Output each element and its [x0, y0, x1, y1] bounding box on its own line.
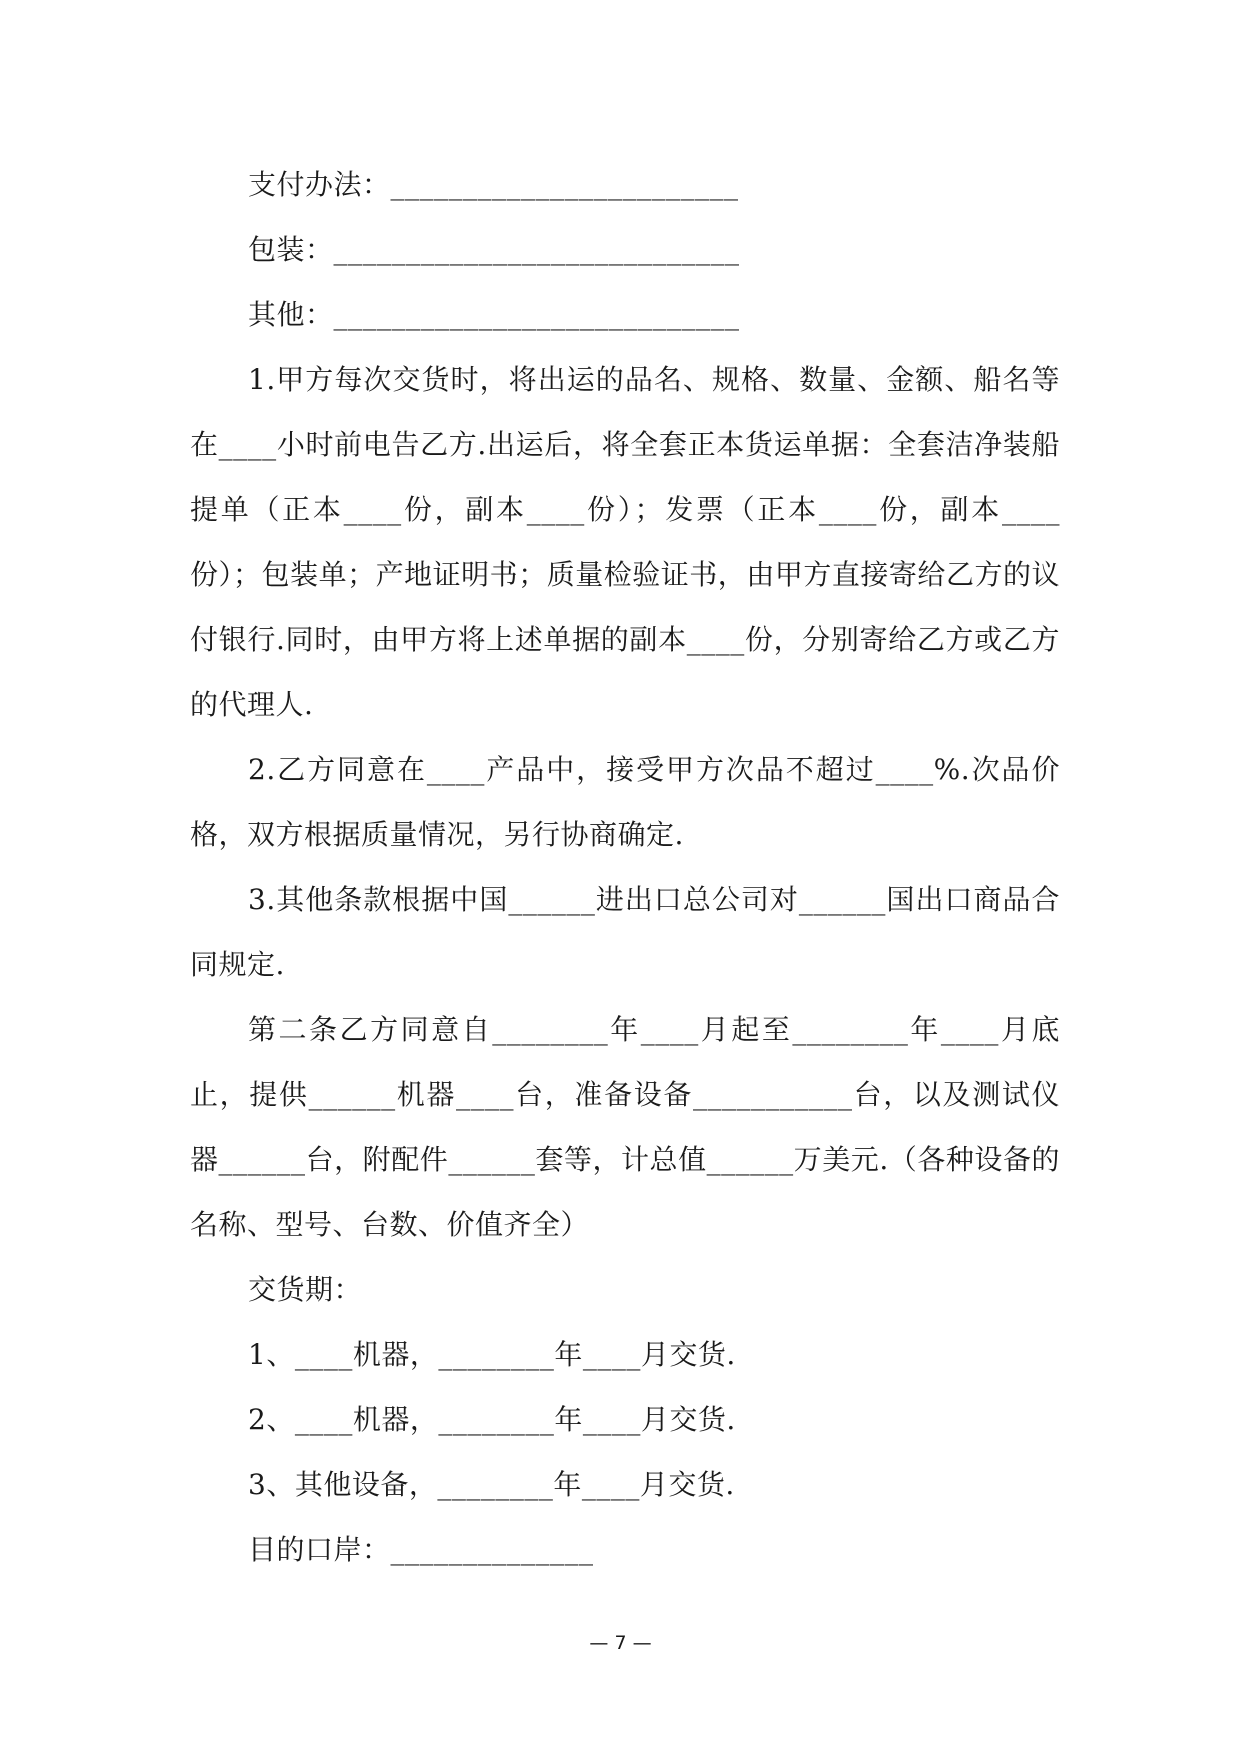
clause-2: 2.乙方同意在____产品中，接受甲方次品不超过____%.次品价格，双方根据质量情况，另行协商确定.	[190, 753, 1060, 851]
clause-1: 1.甲方每次交货时，将出运的品名、规格、数量、金额、船名等在____小时前电告乙方.出运后，将全套正本货运单据：全套洁净装船提单（正本____份，副本____份）；发票（正本____份，副本____份）；包装单；产地证明书；质量检验证书，由甲方直接寄给乙方的议付银行.同时，由甲方将上述单据的副本____份，分别寄给乙方或乙方的代理人.	[190, 363, 1060, 721]
delivery-item-2: 2、____机器，________年____月交货.	[248, 1403, 736, 1436]
article-2: 第二条乙方同意自________年____月起至________年____月底止，提供______机器____台，准备设备___________台，以及测试仪器______台，附配件______套等，计总值______万美元.（各种设备的名称、型号、台数、价值齐全）	[190, 1013, 1060, 1241]
delivery-item-1: 1、____机器，________年____月交货.	[248, 1338, 736, 1371]
clause-3: 3.其他条款根据中国______进出口总公司对______国出口商品合同规定.	[190, 883, 1060, 981]
delivery-heading: 交货期：	[248, 1273, 363, 1306]
other-field: 其他：____________________________	[248, 298, 740, 331]
contract-body	[190, 152, 1060, 1582]
destination-port-field: 目的口岸：______________	[248, 1533, 594, 1566]
payment-method-field: 支付办法：________________________	[248, 168, 739, 201]
packing-field: 包装：____________________________	[248, 233, 740, 266]
delivery-item-3: 3、其他设备，________年____月交货.	[248, 1468, 735, 1501]
page-number: — 7 —	[589, 1632, 652, 1654]
